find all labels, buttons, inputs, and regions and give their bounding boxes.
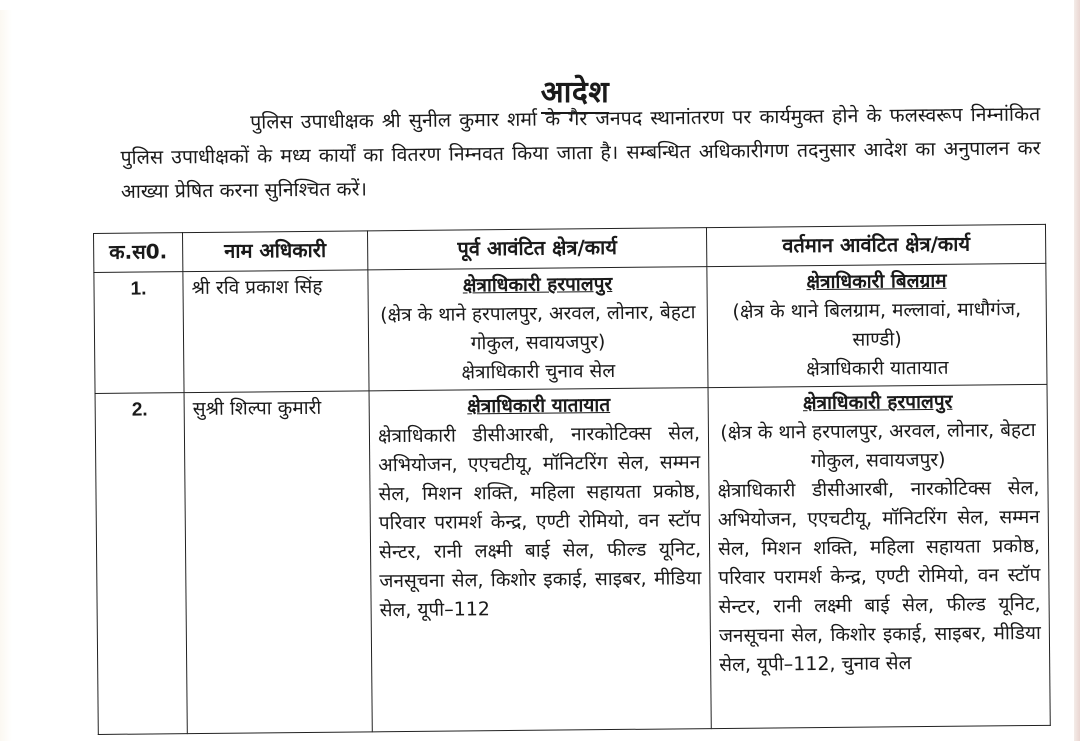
previous-assignment-heading: क्षेत्राधिकारी यातायात <box>467 394 611 418</box>
assignment-table <box>93 224 1051 735</box>
officer-name: सुश्री शिल्पा कुमारी <box>184 391 372 734</box>
serial-number: 1. <box>94 272 184 394</box>
order-paragraph: पुलिस उपाधीक्षक श्री सुनील कुमार शर्मा के गैर जनपद स्थानांतरण पर कार्यमुक्त होने के फलस्वरूप निम्नांकित पुलिस उपाधीक्षकों के मध्य कार्यों का वितरण निम्नवत किया जाता है। सम्बन्धित अधिकारीगण तदनुसार आदेश का अनुपालन कर आख्या प्रेषित करना सुनिश्चित करें। <box>120 102 1041 203</box>
current-assignment <box>708 384 1050 728</box>
previous-assignment <box>369 388 711 732</box>
header-current-assignment: वर्तमान आवंटित क्षेत्र/कार्य <box>706 224 1045 266</box>
current-assignment-stations: (क्षेत्र के थाने बिलग्राम, मल्लावां, माधौगंज, साण्डी) <box>732 298 1022 351</box>
document-title: आदेश <box>0 70 1080 111</box>
current-assignment-heading: क्षेत्राधिकारी हरपालपुर <box>802 390 953 415</box>
current-assignment-heading: क्षेत्राधिकारी बिलग्राम <box>806 269 947 294</box>
previous-assignment-stations: (क्षेत्र के थाने हरपालपुर, अरवल, लोनार, बेहटा गोकुल, सवायजपुर) <box>380 301 696 355</box>
paper-edge-right <box>1074 0 1080 741</box>
officer-name: श्री रवि प्रकाश सिंह <box>183 270 369 393</box>
current-assignment <box>707 263 1047 387</box>
paper-edge-left <box>0 10 12 741</box>
previous-assignment-extra: क्षेत्राधिकारी चुनाव सेल <box>461 359 616 384</box>
previous-assignment <box>368 267 708 391</box>
current-assignment-duties: क्षेत्राधिकारी डीसीआरबी, नारकोटिक्स सेल, अभियोजन, एएचटीयू, मॉनिटरिंग सेल, सम्मन सेल, मिशन शक्ति, महिला सहायता प्रकोष्ठ, परिवार परामर्श केन्द्र, एण्टी रोमियो, वन स्टॉप सेन्टर, रानी लक्ष्मी बाई सेल, फील्ड यूनिट, जनसूचना सेल, किशोर इकाई, साइबर, मीडिया सेल, यूपी–112, चुनाव सेल <box>717 476 1041 677</box>
previous-assignment-heading: क्षेत्राधिकारी हरपालपुर <box>462 273 613 297</box>
current-assignment-extra: क्षेत्राधिकारी यातायात <box>806 356 949 381</box>
serial-number: 2. <box>95 393 187 735</box>
table-row <box>94 263 1047 393</box>
header-officer-name: नाम अधिकारी <box>183 231 368 272</box>
table-row <box>95 384 1050 734</box>
header-serial-number: क.स0. <box>94 233 183 273</box>
previous-assignment-duties: क्षेत्राधिकारी डीसीआरबी, नारकोटिक्स सेल, अभियोजन, एएचटीयू, मॉनिटरिंग सेल, सम्मन सेल, मिशन शक्ति, महिला सहायता प्रकोष्ठ, परिवार परामर्श केन्द्र, एण्टी रोमियो, वन स्टॉप सेन्टर, रानी लक्ष्मी बाई सेल, फील्ड यूनिट, जनसूचना सेल, किशोर इकाई, साइबर, मीडिया सेल, यूपी–112 <box>377 422 702 622</box>
header-previous-assignment: पूर्व आवंटित क्षेत्र/कार्य <box>367 228 706 270</box>
current-assignment-stations: (क्षेत्र के थाने हरपालपुर, अरवल, लोनार, बेहटा गोकुल, सवायजपुर) <box>720 418 1036 473</box>
